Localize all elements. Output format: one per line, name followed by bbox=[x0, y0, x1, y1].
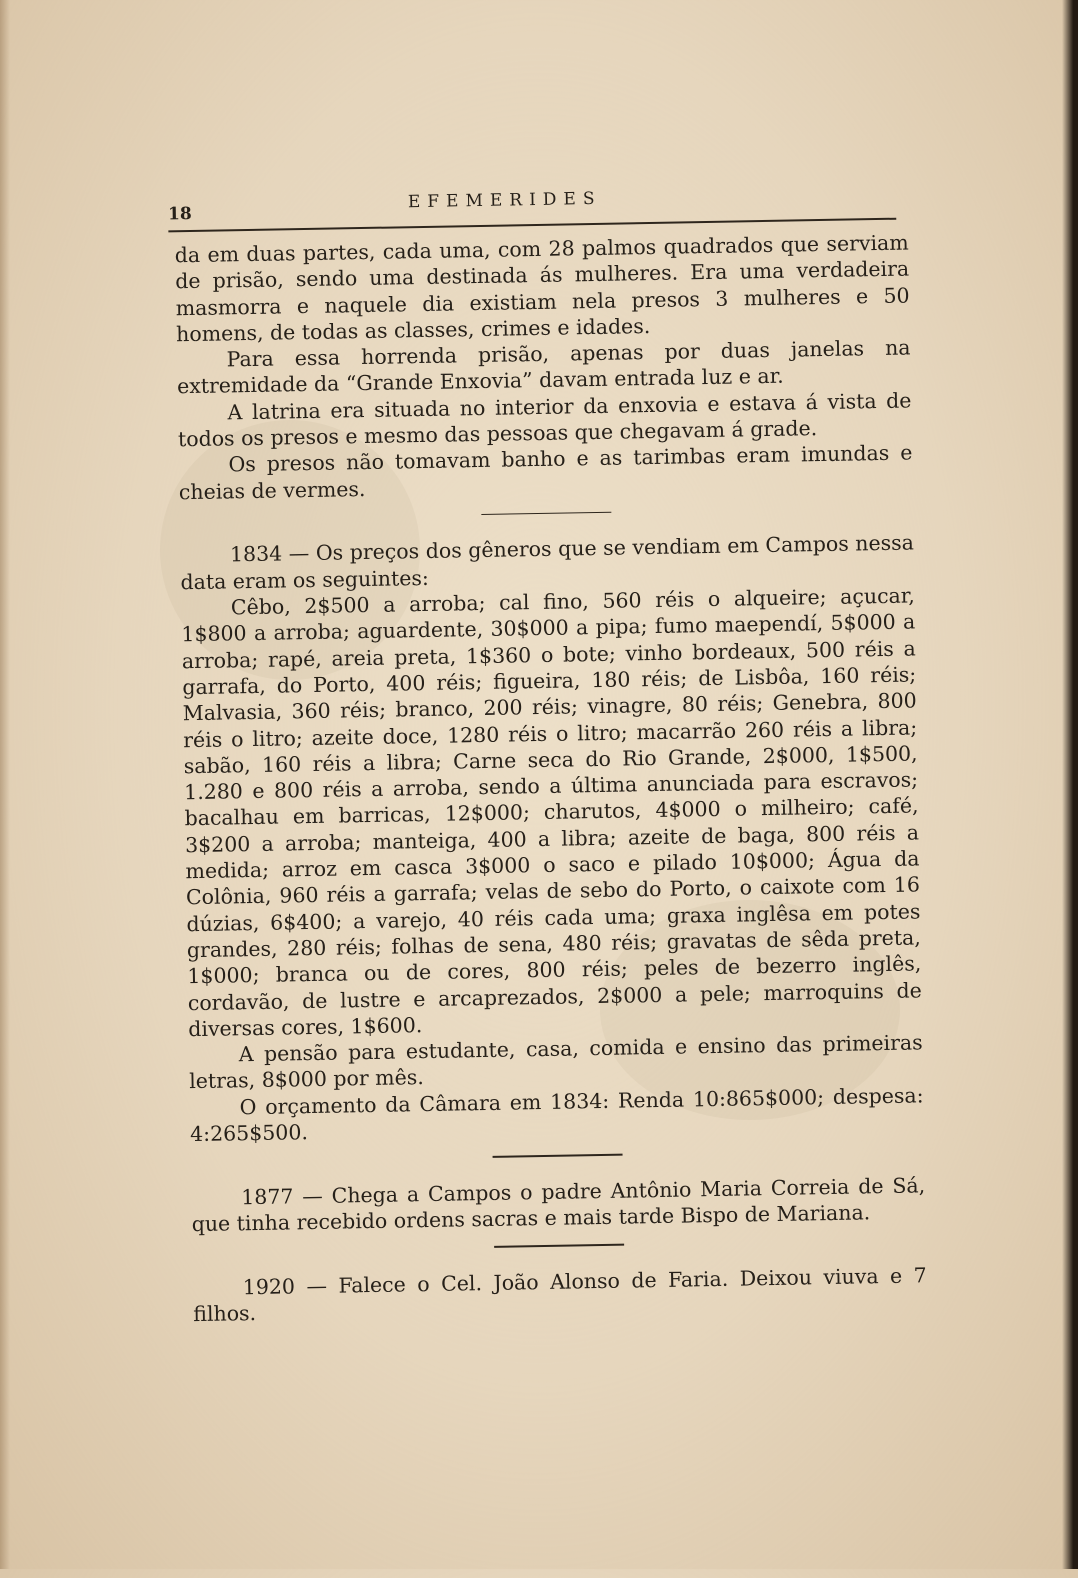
paragraph: Para essa horrenda prisão, apenas por duas janelas na extremidade da “Grande Enxovia” davam entrada luz e ar. bbox=[176, 335, 911, 399]
body-text bbox=[175, 229, 928, 1327]
paragraph: da em duas partes, cada uma, com 28 palmos quadrados que serviam de prisão, sendo uma destinada ás mulheres. Era uma verdadeira masmorra e naquele dia existiam nela presos 3 mulheres e 50 homens, de todas as classes, crimes e idades. bbox=[174, 230, 910, 347]
paragraph: Cêbo, 2$500 a arroba; cal fino, 560 réis o alqueire; açucar, 1$800 a arroba; aguardente, 30$000 a pipa; fumo maependí, 5$000 a arroba; rapé, areia preta, 1$360 o bote; vinho bordeaux, 500 réis a garrafa, do Porto, 400 réis; figueira, 180 réis; de Lisbôa, 160 réis; Malvasia, 360 réis; branco, 200 réis; vinagre, 80 réis; Genebra, 800 réis o litro; azeite doce, 1280 réis o litro; macarrão 260 réis a libra; sabão, 160 réis a libra; Carne seca do Rio Grande, 2$000, 1$500, 1.280 e 800 réis a arroba, sendo a última anunciada para escravos; bacalhau em barricas, 12$000; charutos, 4$000 o milheiro; café, 3$200 a arroba; manteiga, 400 a libra; azeite de baga, 800 réis a medida; arroz em casca 3$000 o saco e pilado 10$000; Água da Colônia, 960 réis a garrafa; velas de sebo do Porto, o caixote com 16 dúzias, 6$400; a varejo, 40 réis cada uma; graxa inglêsa em potes grandes, 280 réis; folhas de sena, 480 réis; gravatas de sêda preta, 1$000; branca ou de cores, 800 réis; peles de bezerro inglês, cordavão, de lustre e arcaprezados, 2$000 a pele; marroquins de diversas cores, 1$600. bbox=[181, 583, 922, 1041]
paragraph: 1920 — Falece o Cel. João Alonso de Faria. Deixou viuva e 7 filhos. bbox=[193, 1263, 927, 1327]
paragraph: Os presos não tomavam banho e as tarimbas eram imundas e cheias de vermes. bbox=[178, 440, 913, 504]
page-number: 18 bbox=[167, 203, 192, 225]
entry-1834 bbox=[180, 530, 924, 1148]
entry-1920 bbox=[193, 1262, 928, 1327]
running-header bbox=[168, 184, 898, 229]
paragraph: A pensão para estudante, casa, comida e ensino das primeiras letras, 8$000 por mês. bbox=[189, 1030, 923, 1094]
section-separator bbox=[493, 1154, 623, 1158]
paragraph: O orçamento da Câmara em 1834: Renda 10:865$000; despesa: 4:265$500. bbox=[189, 1083, 924, 1147]
section-separator bbox=[481, 512, 611, 516]
section-separator bbox=[494, 1244, 624, 1248]
entry-prison-description bbox=[175, 229, 913, 505]
paragraph: A latrina era situada no interior da enxovia e estava á vista de todos os presos e mesmo das pessoas que chegavam á grade. bbox=[177, 388, 912, 452]
page-right-edge bbox=[1062, 0, 1078, 1569]
paragraph: 1834 — Os preços dos gêneros que se vendiam em Campos nessa data eram os seguintes: bbox=[180, 530, 915, 595]
running-title: EFEMERIDES bbox=[407, 188, 602, 213]
paragraph: 1877 — Chega a Campos o padre Antônio Maria Correia de Sá, que tinha recebido ordens sacras e mais tarde Bispo de Mariana. bbox=[191, 1173, 926, 1237]
entry-1877 bbox=[191, 1172, 926, 1237]
